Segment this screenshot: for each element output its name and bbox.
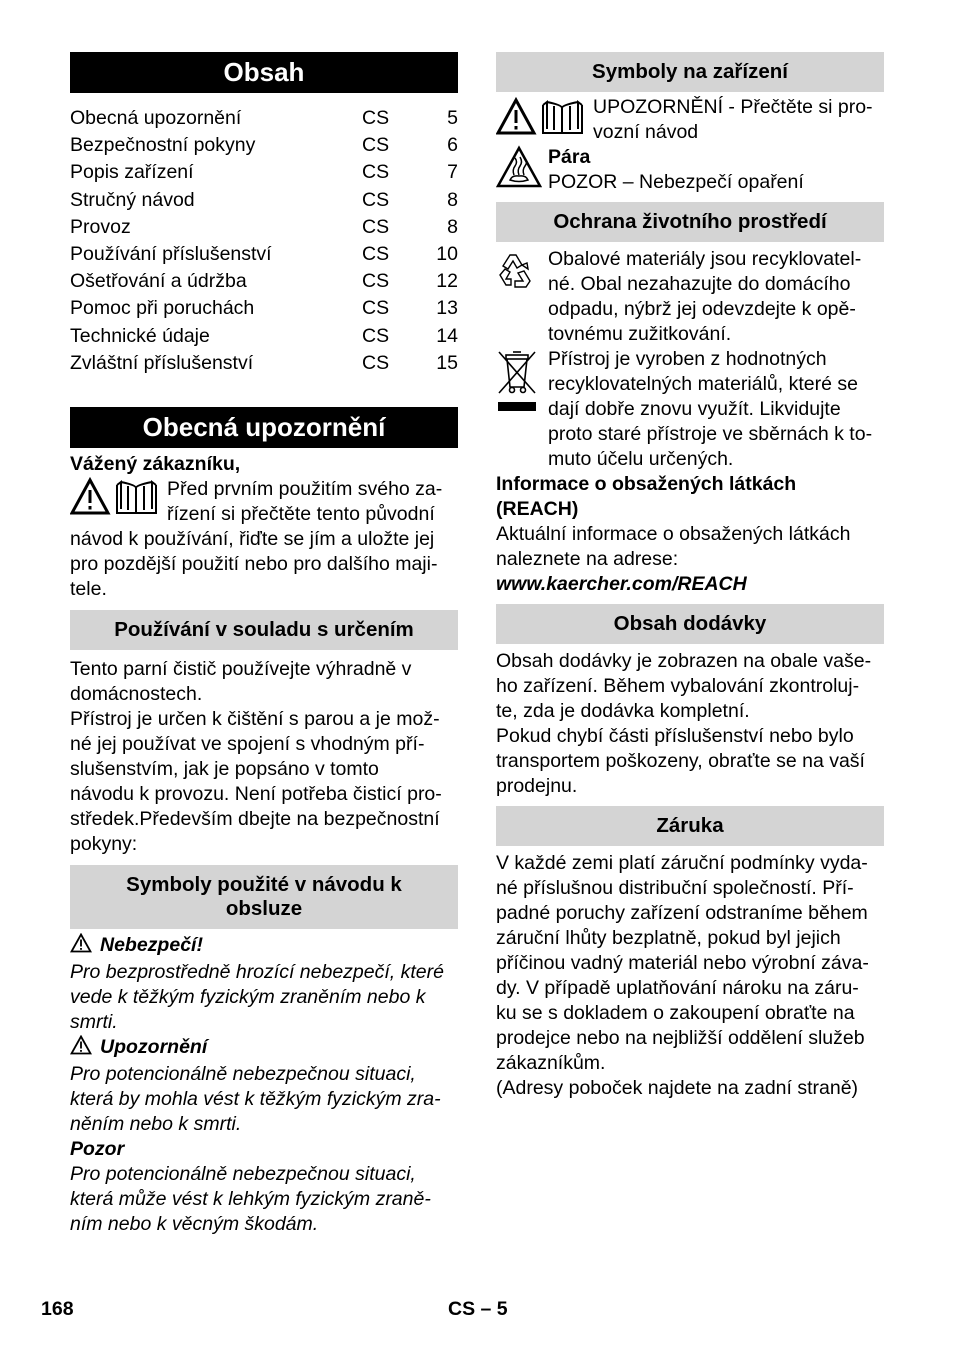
toc-row[interactable]: [70, 295, 458, 322]
steam-title: Pára: [548, 146, 591, 168]
toc-page: 15: [436, 351, 458, 374]
general-heading: Obecná upozornění: [70, 407, 458, 448]
warranty-heading: Záruka: [496, 806, 884, 846]
delivery-heading: Obsah dodávky: [496, 604, 884, 644]
toc-page: 13: [436, 297, 458, 320]
toc-page: 8: [447, 188, 458, 211]
hot-steam-icon: [496, 145, 548, 195]
toc-row[interactable]: [70, 350, 458, 377]
toc-row[interactable]: [70, 187, 458, 214]
intended-use-p1: Tento parní čistič používejte výhradně v domácnostech.: [70, 657, 412, 705]
recycle-text: Obalové materiály jsou recyklovatel- né. Obal nezahazujte do domácího odpadu, nýbrž jej odevzdejte k opě- tovnému zužitkování.: [548, 248, 862, 345]
intro-text: návod k používání, řiďte se jím a uložte jej pro pozdější použití nebo pro dalšího maji- tele.: [70, 527, 438, 600]
toc-lang: CS: [362, 351, 390, 374]
recycle-row: [496, 247, 884, 347]
toc-page: 6: [447, 134, 458, 157]
right-column: [496, 52, 884, 1101]
toc-heading: Obsah: [70, 52, 458, 93]
toc-page: 14: [436, 324, 458, 347]
read-manual-text: UPOZORNĚNÍ - Přečtěte si pro- vozní návod: [593, 96, 873, 143]
intended-use-p2: Přístroj je určen k čištění s parou a je mož- né jej používat ve spojení s vhodným pří- slušenstvím, jak je popsáno v tomto návodu k provozu. Není potřeba čisticí pro- středek.Především dbejte na bezpečnostní pokyny:: [70, 707, 442, 855]
device-symbols-heading: Symboly na zařízení: [496, 52, 884, 92]
page-reference: CS – 5: [448, 1298, 508, 1320]
toc-list: [70, 105, 458, 377]
steam-row: [496, 145, 884, 195]
delivery-p1: Obsah dodávky je zobrazen na obale vaše- ho zařízení. Během vybalování zkontroluj- te, zda je dodávka kompletní.: [496, 650, 872, 722]
toc-lang: CS: [362, 270, 390, 293]
toc-row[interactable]: [70, 105, 458, 132]
environment-heading: Ochrana životního prostředí: [496, 202, 884, 242]
toc-row[interactable]: [70, 241, 458, 268]
toc-row[interactable]: [70, 214, 458, 241]
warning-manual-icon: [70, 477, 167, 527]
crossed-bin-icon: [496, 347, 548, 422]
intro-with-icons: [70, 477, 458, 527]
greeting: Vážený zákazníku,: [70, 452, 241, 475]
warning-title: Upozornění: [100, 1035, 208, 1058]
danger-title-row: [70, 933, 458, 960]
reach-text: Aktuální informace o obsažených látkách naleznete na adrese:: [496, 523, 851, 570]
toc-title: Obecná upozornění: [70, 107, 242, 129]
steam-text: POZOR – Nebezpečí opaření: [548, 171, 804, 193]
warning-triangle-icon: [70, 933, 92, 960]
warning-title-row: [70, 1035, 458, 1062]
weee-row: [496, 347, 884, 472]
toc-page: 5: [447, 107, 458, 129]
warning-text: Pro potencionálně nebezpečnou situaci, která by mohla vést k těžkým fyzickým zra- něním nebo k smrti.: [70, 1062, 441, 1135]
toc-page: 8: [447, 215, 458, 238]
reach-title: Informace o obsažených látkách (REACH): [496, 473, 797, 520]
read-manual-row: [496, 95, 884, 145]
toc-lang: CS: [362, 324, 390, 347]
toc-page: 7: [447, 161, 458, 184]
reach-url[interactable]: www.kaercher.com/REACH: [496, 573, 747, 595]
toc-lang: CS: [362, 297, 390, 320]
warning-manual-icon: [496, 95, 593, 141]
caution-title: Pozor: [70, 1137, 125, 1160]
weee-text: Přístroj je vyroben z hodnotných recyklovatelných materiálů, které se dají dobře znovu využít. Likvidujte proto staré přístroje ve sběrnách k to- muto účelu určených.: [548, 348, 873, 470]
toc-title: Zvláštní příslušenství: [70, 351, 254, 374]
toc-title: Provoz: [70, 215, 131, 238]
toc-lang: CS: [362, 134, 390, 157]
toc-title: Ošetřování a údržba: [70, 270, 247, 293]
intro-text-right: Před prvním použitím svého za- řízení si přečtěte tento původní: [167, 477, 443, 525]
toc-title: Stručný návod: [70, 188, 195, 211]
delivery-p2: Pokud chybí části příslušenství nebo bylo transportem poškozeny, obraťte se na vaší prodejnu.: [496, 725, 865, 797]
toc-title: Bezpečnostní pokyny: [70, 134, 256, 157]
toc-lang: CS: [362, 242, 390, 265]
toc-title: Pomoc při poruchách: [70, 297, 255, 320]
warranty-p1: V každé zemi platí záruční podmínky vyda- né příslušnou distribuční společností. Pří- padné poruchy zařízení odstraníme během záruční lhůty bezplatně, pokud byl jejich příčinou vadný materiál nebo výrobní záva- dy. V případě uplatňování nároku na záru- ku se s dokladem o zakoupení obraťte na prodejce nebo na nejbližší oddělení služeb zákazníkům.: [496, 852, 869, 1074]
toc-lang: CS: [362, 107, 390, 129]
toc-title: Technické údaje: [70, 324, 210, 347]
toc-title: Popis zařízení: [70, 161, 194, 184]
toc-row[interactable]: [70, 159, 458, 186]
page-number: 168: [41, 1298, 74, 1320]
warning-triangle-icon: [70, 1035, 92, 1062]
toc-row[interactable]: [70, 323, 458, 350]
left-column: [70, 52, 458, 1237]
manual-symbols-heading: Symboly použité v návodu k obsluze: [70, 865, 458, 929]
caution-text: Pro potencionálně nebezpečnou situaci, která může vést k lehkým fyzickým zraně- ním nebo k věcným škodám.: [70, 1162, 431, 1235]
warranty-p2: (Adresy poboček najdete na zadní straně): [496, 1077, 859, 1099]
intended-use-heading: Používání v souladu s určením: [70, 610, 458, 650]
toc-row[interactable]: [70, 268, 458, 295]
toc-title: Používání příslušenství: [70, 242, 272, 265]
danger-title: Nebezpečí!: [100, 933, 203, 956]
toc-lang: CS: [362, 161, 390, 184]
toc-lang: CS: [362, 215, 390, 238]
toc-row[interactable]: [70, 132, 458, 159]
danger-text: Pro bezprostředně hrozící nebezpečí, které vede k těžkým fyzickým zraněním nebo k smrti.: [70, 960, 444, 1033]
toc-page: 10: [436, 242, 458, 265]
toc-page: 12: [436, 270, 458, 293]
recycle-icon: [496, 247, 548, 298]
toc-lang: CS: [362, 188, 390, 211]
